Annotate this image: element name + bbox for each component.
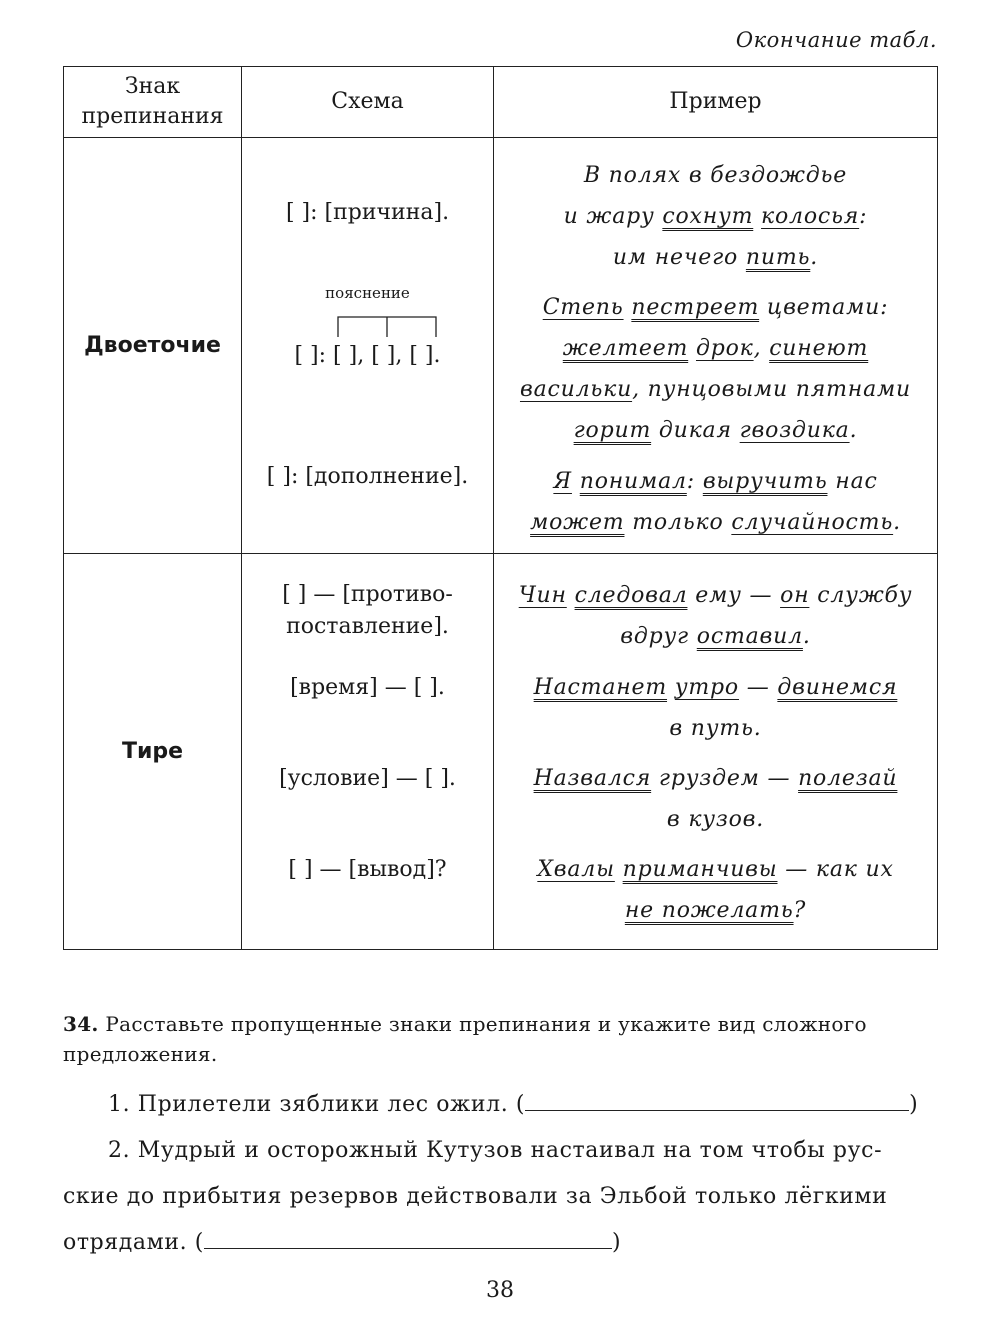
scheme-explanation: [ ]: [ ], [ ], [ ].: [294, 342, 441, 368]
scheme-cause: [ ]: [причина].: [285, 199, 450, 225]
scheme-complement: [ ]: [дополнение].: [266, 463, 469, 489]
task-number: 34.: [63, 1012, 99, 1036]
scheme-contrast: [ ] — [противо- поставление].: [282, 581, 453, 639]
colon-examples: [494, 138, 938, 554]
scheme-condition: [условие] — [ ].: [279, 765, 456, 791]
colon-schemes: [242, 138, 494, 554]
answer-blank-1[interactable]: [525, 1088, 909, 1111]
dash-schemes: [242, 554, 494, 950]
sign-dash: Тире: [64, 554, 242, 950]
table-header-row: [64, 67, 938, 138]
example-dash-1: Чин следовал ему — он службу вдруг оставил.: [518, 582, 913, 649]
sign-colon: Двоеточие: [64, 138, 242, 554]
table-row-colon: [64, 138, 938, 554]
example-dash-2: Настанет утро — двинемся в путь.: [533, 674, 898, 741]
continuation-note: Окончание табл.: [735, 28, 937, 52]
table-row-dash: [64, 554, 938, 950]
example-dash-3: Назвался груздем — полезай в кузов.: [533, 765, 898, 832]
header-example: Пример: [494, 67, 938, 138]
punctuation-table: [63, 66, 938, 950]
page-number: 38: [486, 1278, 514, 1303]
task-text: Расставьте пропущенные знаки препинания и укажите вид сложного предложения.: [63, 1012, 867, 1066]
answer-blank-2[interactable]: [204, 1226, 612, 1249]
example-colon-3: Я понимал: выручить нас может только случайность.: [530, 468, 901, 535]
dash-examples: [494, 554, 938, 950]
task-item-2: 2. Мудрый и осторожный Кутузов настаивал на том чтобы рус- ские до прибытия резервов действовали за Эльбой только лёгкими отрядами. ( ): [63, 1138, 888, 1255]
example-colon-1: В полях в бездождье и жару сохнут колосья: им нечего пить.: [563, 162, 868, 270]
example-dash-4: Хвалы приманчивы — как их не пожелать?: [537, 856, 894, 923]
task-instruction: [63, 1009, 937, 1069]
task-item-1: 1. Прилетели зяблики лес ожил. ( ): [63, 1082, 937, 1128]
header-scheme: Схема: [242, 67, 494, 138]
explanation-bracket: [242, 313, 493, 339]
scheme-conclusion: [ ] — [вывод]?: [288, 856, 447, 882]
header-sign: Знак препинания: [64, 67, 242, 138]
scheme-time: [время] — [ ].: [290, 674, 445, 700]
example-colon-2: Степь пестреет цветами: желтеет дрок, синеют васильки, пунцовыми пятнами горит дикая гвоздика.: [519, 294, 912, 443]
explanation-label: пояснение: [325, 283, 410, 302]
